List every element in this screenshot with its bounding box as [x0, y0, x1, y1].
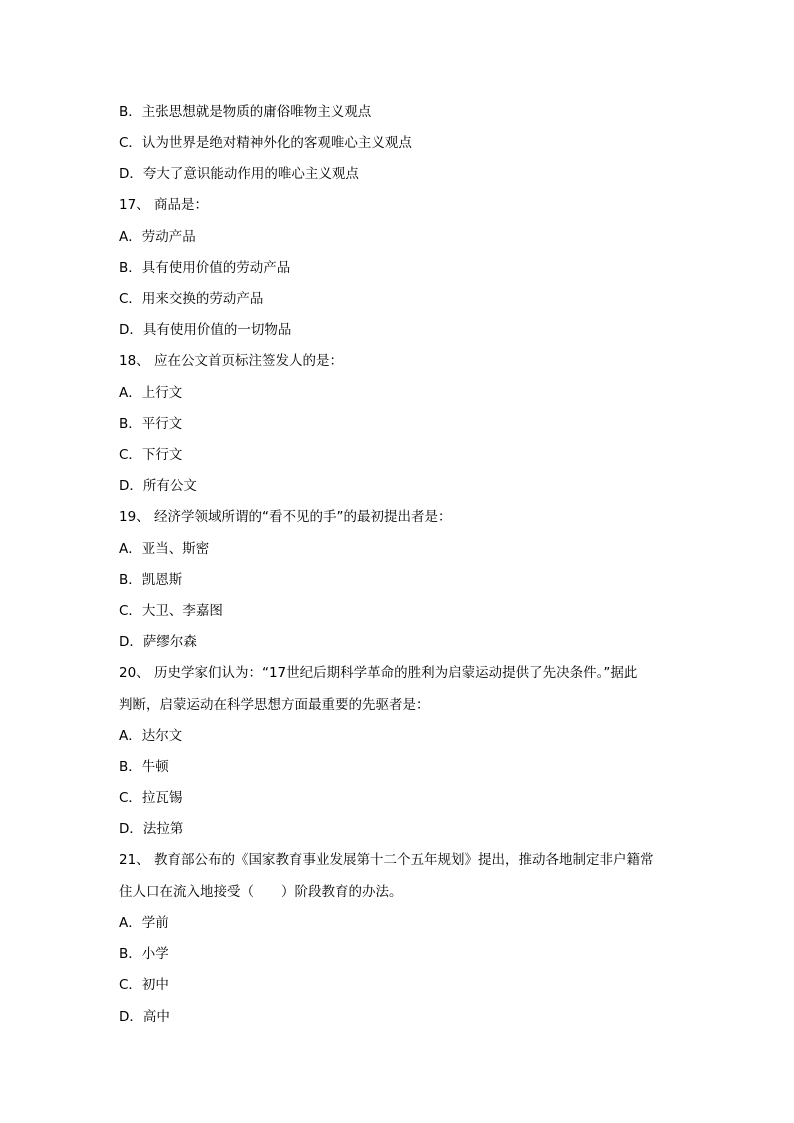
q17-option-d: D．具有使用价值的一切物品 — [119, 322, 292, 338]
q21-option-c: C．初中 — [119, 977, 169, 993]
question-17: 17、 商品是： — [119, 197, 208, 213]
q21-option-a: A．学前 — [119, 915, 169, 931]
q19-option-b: B．凯恩斯 — [119, 572, 183, 588]
question-20-line-2: 判断，启蒙运动在科学思想方面最重要的先驱者是： — [119, 697, 430, 713]
q17-option-a: A．劳动产品 — [119, 229, 196, 245]
question-19: 19、 经济学领域所谓的“看不见的手”的最初提出者是： — [119, 509, 452, 525]
q17-option-b: B．具有使用价值的劳动产品 — [119, 260, 291, 276]
q20-option-a: A．达尔文 — [119, 728, 183, 744]
q19-option-c: C．大卫、李嘉图 — [119, 603, 223, 619]
q20-option-b: B．牛顿 — [119, 759, 169, 775]
q20-option-d: D．法拉第 — [119, 821, 184, 837]
option-c-text: C．认为世界是绝对精神外化的客观唯心主义观点 — [119, 135, 412, 151]
q19-option-d: D．萨缪尔森 — [119, 634, 197, 650]
question-20-line-1: 20、 历史学家们认为：“17世纪后期科学革命的胜利为启蒙运动提供了先决条件。”据此 — [119, 665, 638, 681]
q21-option-b: B．小学 — [119, 946, 169, 962]
q18-option-c: C．下行文 — [119, 447, 183, 463]
q18-option-a: A．上行文 — [119, 385, 183, 401]
q18-option-b: B．平行文 — [119, 416, 183, 432]
q20-option-c: C．拉瓦锡 — [119, 790, 183, 806]
question-21-line-2: 住人口在流入地接受（ ）阶段教育的办法。 — [119, 884, 403, 900]
q18-option-d: D．所有公文 — [119, 478, 197, 494]
option-d-text: D．夸大了意识能动作用的唯心主义观点 — [119, 166, 359, 182]
q17-option-c: C．用来交换的劳动产品 — [119, 291, 264, 307]
question-21-line-1: 21、 教育部公布的《国家教育事业发展第十二个五年规划》提出，推动各地制定非户籍常 — [119, 852, 654, 868]
question-18: 18、 应在公文首页标注签发人的是： — [119, 353, 343, 369]
option-b-text: B．主张思想就是物质的庸俗唯物主义观点 — [119, 104, 372, 120]
q19-option-a: A．亚当、斯密 — [119, 541, 210, 557]
q21-option-d: D．高中 — [119, 1009, 170, 1025]
